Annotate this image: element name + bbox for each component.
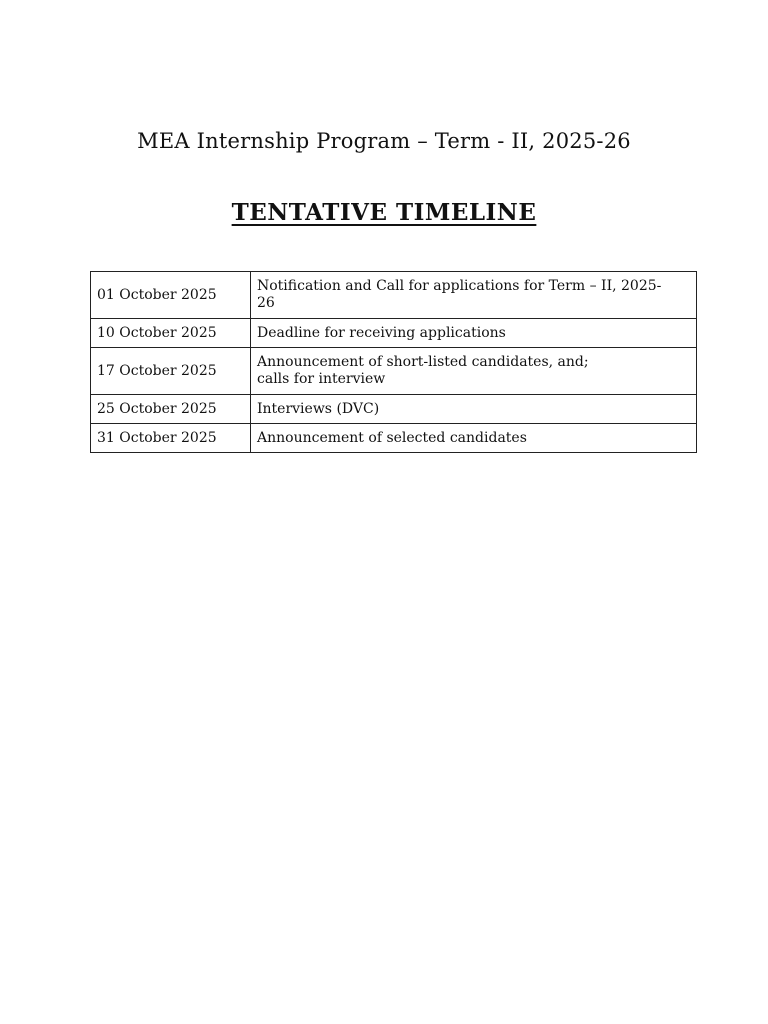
event-line: Interviews (DVC) xyxy=(257,400,380,417)
table-row xyxy=(91,395,697,424)
event-line: calls for interview xyxy=(257,371,386,387)
event-cell xyxy=(251,424,697,453)
heading-container xyxy=(0,199,768,227)
timeline-table xyxy=(90,271,697,453)
table-row xyxy=(91,319,697,348)
event-cell xyxy=(251,272,697,319)
event-line: Announcement of selected candidates xyxy=(257,429,527,446)
event-cell xyxy=(251,319,697,348)
date-cell: 10 October 2025 xyxy=(91,319,251,348)
event-line: Announcement of short-listed candidates, and; xyxy=(257,354,589,370)
date-cell: 25 October 2025 xyxy=(91,395,251,424)
table-row xyxy=(91,424,697,453)
date-cell: 17 October 2025 xyxy=(91,348,251,395)
program-title: MEA Internship Program – Term - II, 2025-26 xyxy=(137,129,631,153)
table-row xyxy=(91,272,697,319)
date-cell: 01 October 2025 xyxy=(91,272,251,319)
date-cell: 31 October 2025 xyxy=(91,424,251,453)
event-line: Deadline for receiving applications xyxy=(257,324,506,341)
event-line: 26 xyxy=(257,295,275,311)
timeline-heading: TENTATIVE TIMELINE xyxy=(231,199,537,226)
event-line: Notification and Call for applications for Term – II, 2025- xyxy=(257,278,662,294)
event-cell xyxy=(251,348,697,395)
event-cell xyxy=(251,395,697,424)
table-row xyxy=(91,348,697,395)
